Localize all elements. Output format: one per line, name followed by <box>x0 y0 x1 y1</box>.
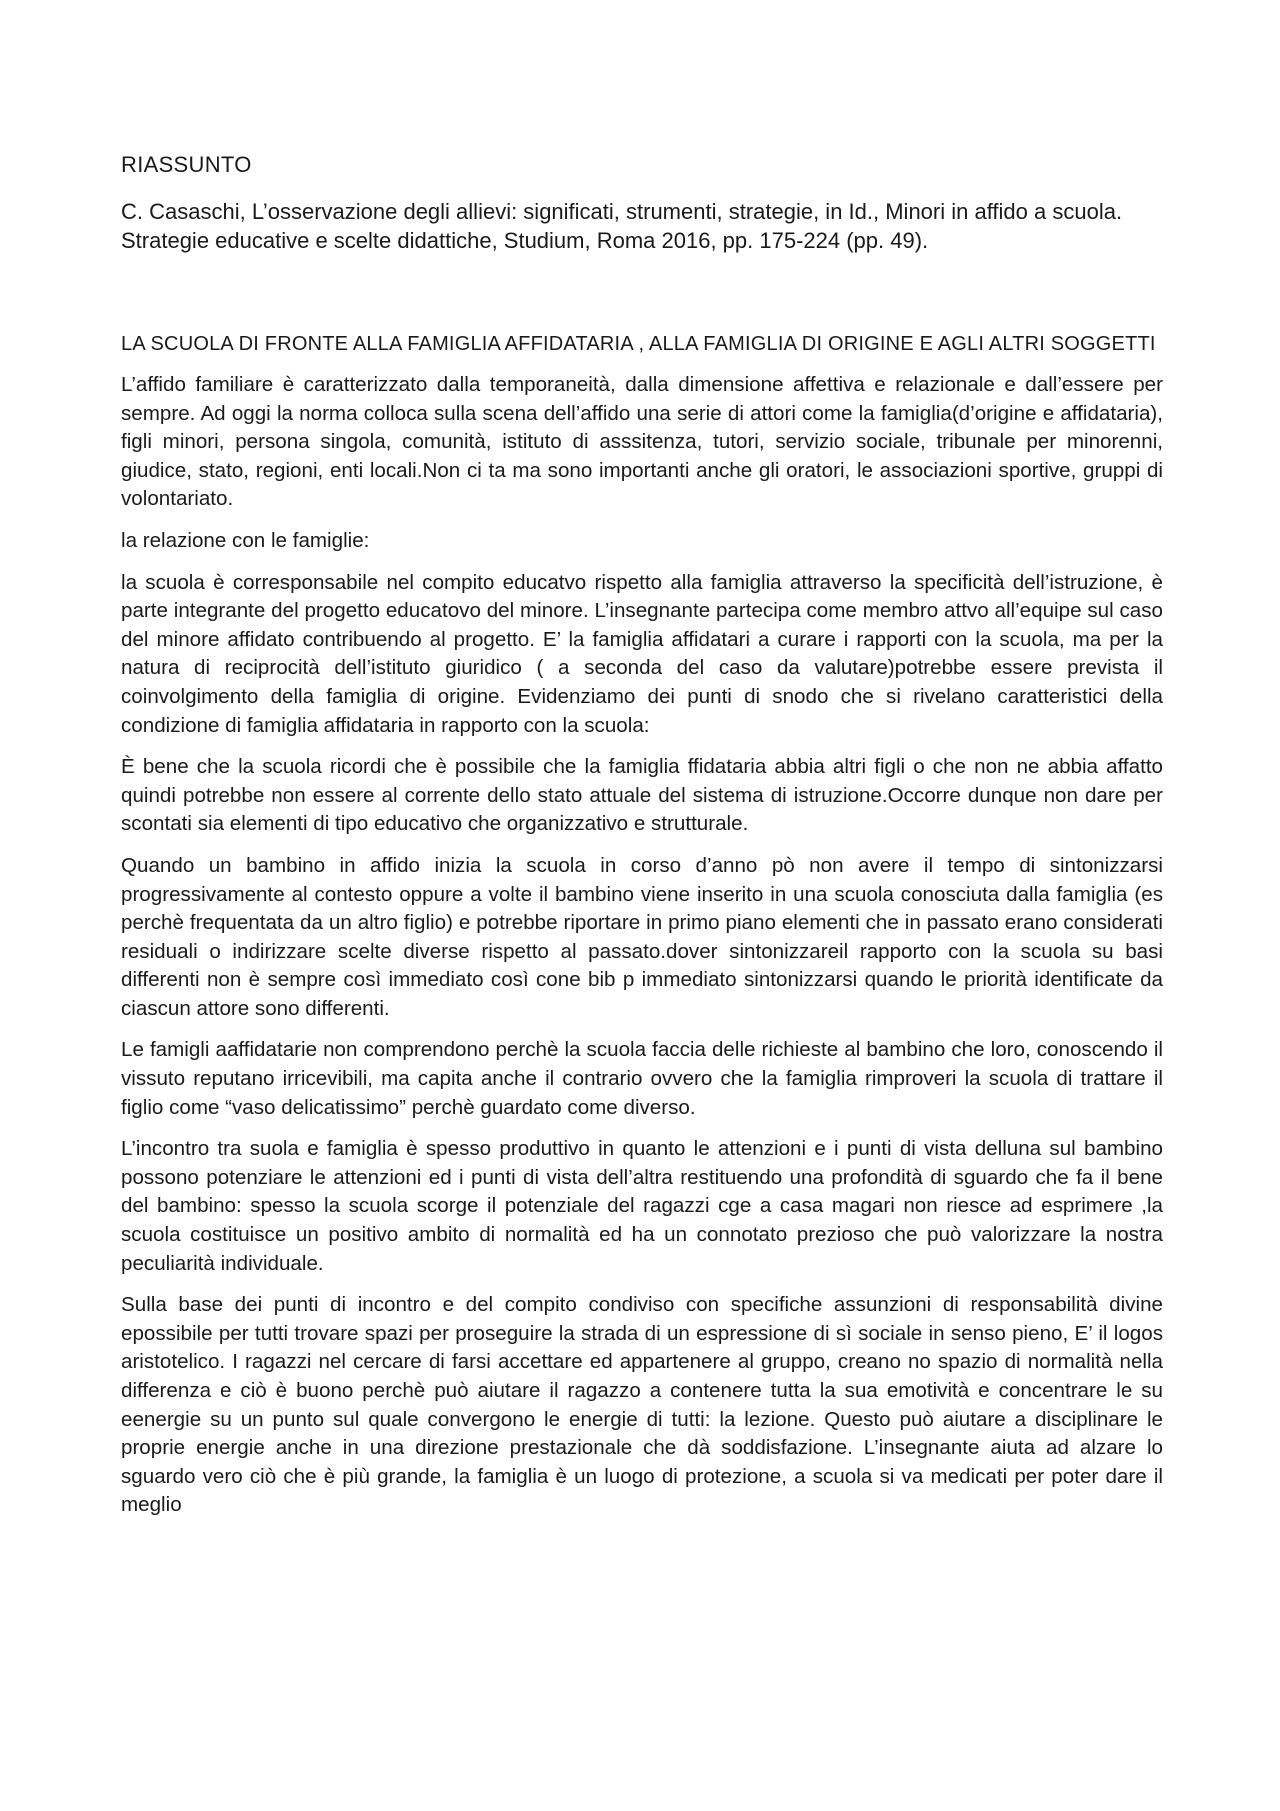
paragraph-mid-year-start: Quando un bambino in affido inizia la scuola in corso d’anno pò non avere il tempo di sintonizzarsi progressivamente al contesto oppure a volte il bambino viene inserito in una scuola conosciuta dalla famiglia (es perchè frequentata da un altro figlio) e potrebbe riportare in primo piano elementi che in passato erano considerati residuali o indirizzare scelte diverse rispetto al passato.dover sintonizzareil rapporto con la scuola su basi differenti non è sempre così immediato così cone bib p immediato sintonizzarsi quando le priorità identificate da ciascun attore sono differenti. <box>121 853 1163 1020</box>
summary-title: RIASSUNTO <box>121 152 252 177</box>
paragraph-family-requests: Le famigli aaffidatarie non comprendono perchè la scuola faccia delle richieste al bambino che loro, conoscendo il vissuto reputano irricevibili, ma capita anche il contrario ovvero che la famiglia rimproveri la scuola di trattare il figlio come “vaso delicatissimo” perchè guardato come diverso. <box>121 1038 1163 1119</box>
paragraph-school-family-meeting: L’incontro tra suola e famiglia è spesso produttivo in quanto le attenzioni e i punti di vista delluna sul bambino possono potenziare le attenzioni ed i punti di vista dell’altra restituendo una profondità di sguardo che fa il bene del bambino: spesso la scuola scorge il potenziale del ragazzi cge a casa magari non riesce ad esprimere ,la scuola costituisce un positivo ambito di normalità ed ha un connotato prezioso che può valorizzare la nostra peculiarità individuale. <box>121 1137 1163 1275</box>
paragraph-relation-label: la relazione con le famiglie: <box>121 528 370 552</box>
document-page <box>121 150 1163 1533</box>
section-heading: LA SCUOLA DI FRONTE ALLA FAMIGLIA AFFIDATARIA , ALLA FAMIGLIA DI ORIGINE E AGLI ALTRI SOGGETTI <box>121 333 1156 355</box>
paragraph-affido-intro: L’affido familiare è caratterizzato dalla temporaneità, dalla dimensione affettiva e relazionale e dall’essere per sempre. Ad oggi la norma colloca sulla scena dell’affido una serie di attori come la famiglia(d’origine e affidataria), figli minori, persona singola, comunità, istituto di asssitenza, tutori, servizio sociale, tribunale per minorenni, giudice, stato, regioni, enti locali.Non ci ta ma sono importanti anche gli oratori, le associazioni sportive, gruppi di volontariato. <box>121 373 1163 511</box>
paragraph-school-responsibility: la scuola è corresponsabile nel compito educatvo rispetto alla famiglia attraverso la specificità dell’istruzione, è parte integrante del progetto educatovo del minore. L’insegnante partecipa come membro attvo all’equipe sul caso del minore affidato contribuendo al progetto. E’ la famiglia affidatari a curare i rapporti con la scuola, ma per la natura di reciprocità dell’istituto giuridico ( a seconda del caso da valutare)potrebbe essere prevista il coinvolgimento della famiglia di origine. Evidenziamo dei punti di snodo che si rivelano caratteristici della condizione di famiglia affidataria in rapporto con la scuola: <box>121 570 1163 737</box>
paragraph-shared-task: Sulla base dei punti di incontro e del compito condiviso con specifiche assunzioni di responsabilità divine epossibile per tutti trovare spazi per proseguire la strada di un espressione di sì sociale in senso pieno, E’ il logos aristotelico. I ragazzi nel cercare di farsi accettare ed appartenere al gruppo, creano no spazio di normalità nella differenza e ciò è buono perchè può aiutare il ragazzo a contenere tutta la sua emotività e concentrare le su eenergie su un punto sul quale convergono le energie di tutti: la lezione. Questo può aiutare a disciplinare le proprie energie anche in una direzione prestazionale che dà soddisfazione. L’insegnante aiuta ad alzare lo sguardo vero ciò che è più grande, la famiglia è un luogo di protezione, a scuola si va medicati per poter dare il meglio <box>121 1293 1163 1517</box>
paragraph-school-reminder: È bene che la scuola ricordi che è possibile che la famiglia ffidataria abbia altri figli o che non ne abbia affatto quindi potrebbe non essere al corrente dello stato attuale del sistema di istruzione.Occorre dunque non dare per scontati sia elementi di tipo educativo che organizzativo e strutturale. <box>121 755 1163 836</box>
citation: C. Casaschi, L’osservazione degli allievi: significati, strumenti, strategie, in Id., Minori in affido a scuola. Strategie educative e scelte didattiche, Studium, Roma 2016, pp. 175-224 (pp. 49). <box>121 199 1123 253</box>
